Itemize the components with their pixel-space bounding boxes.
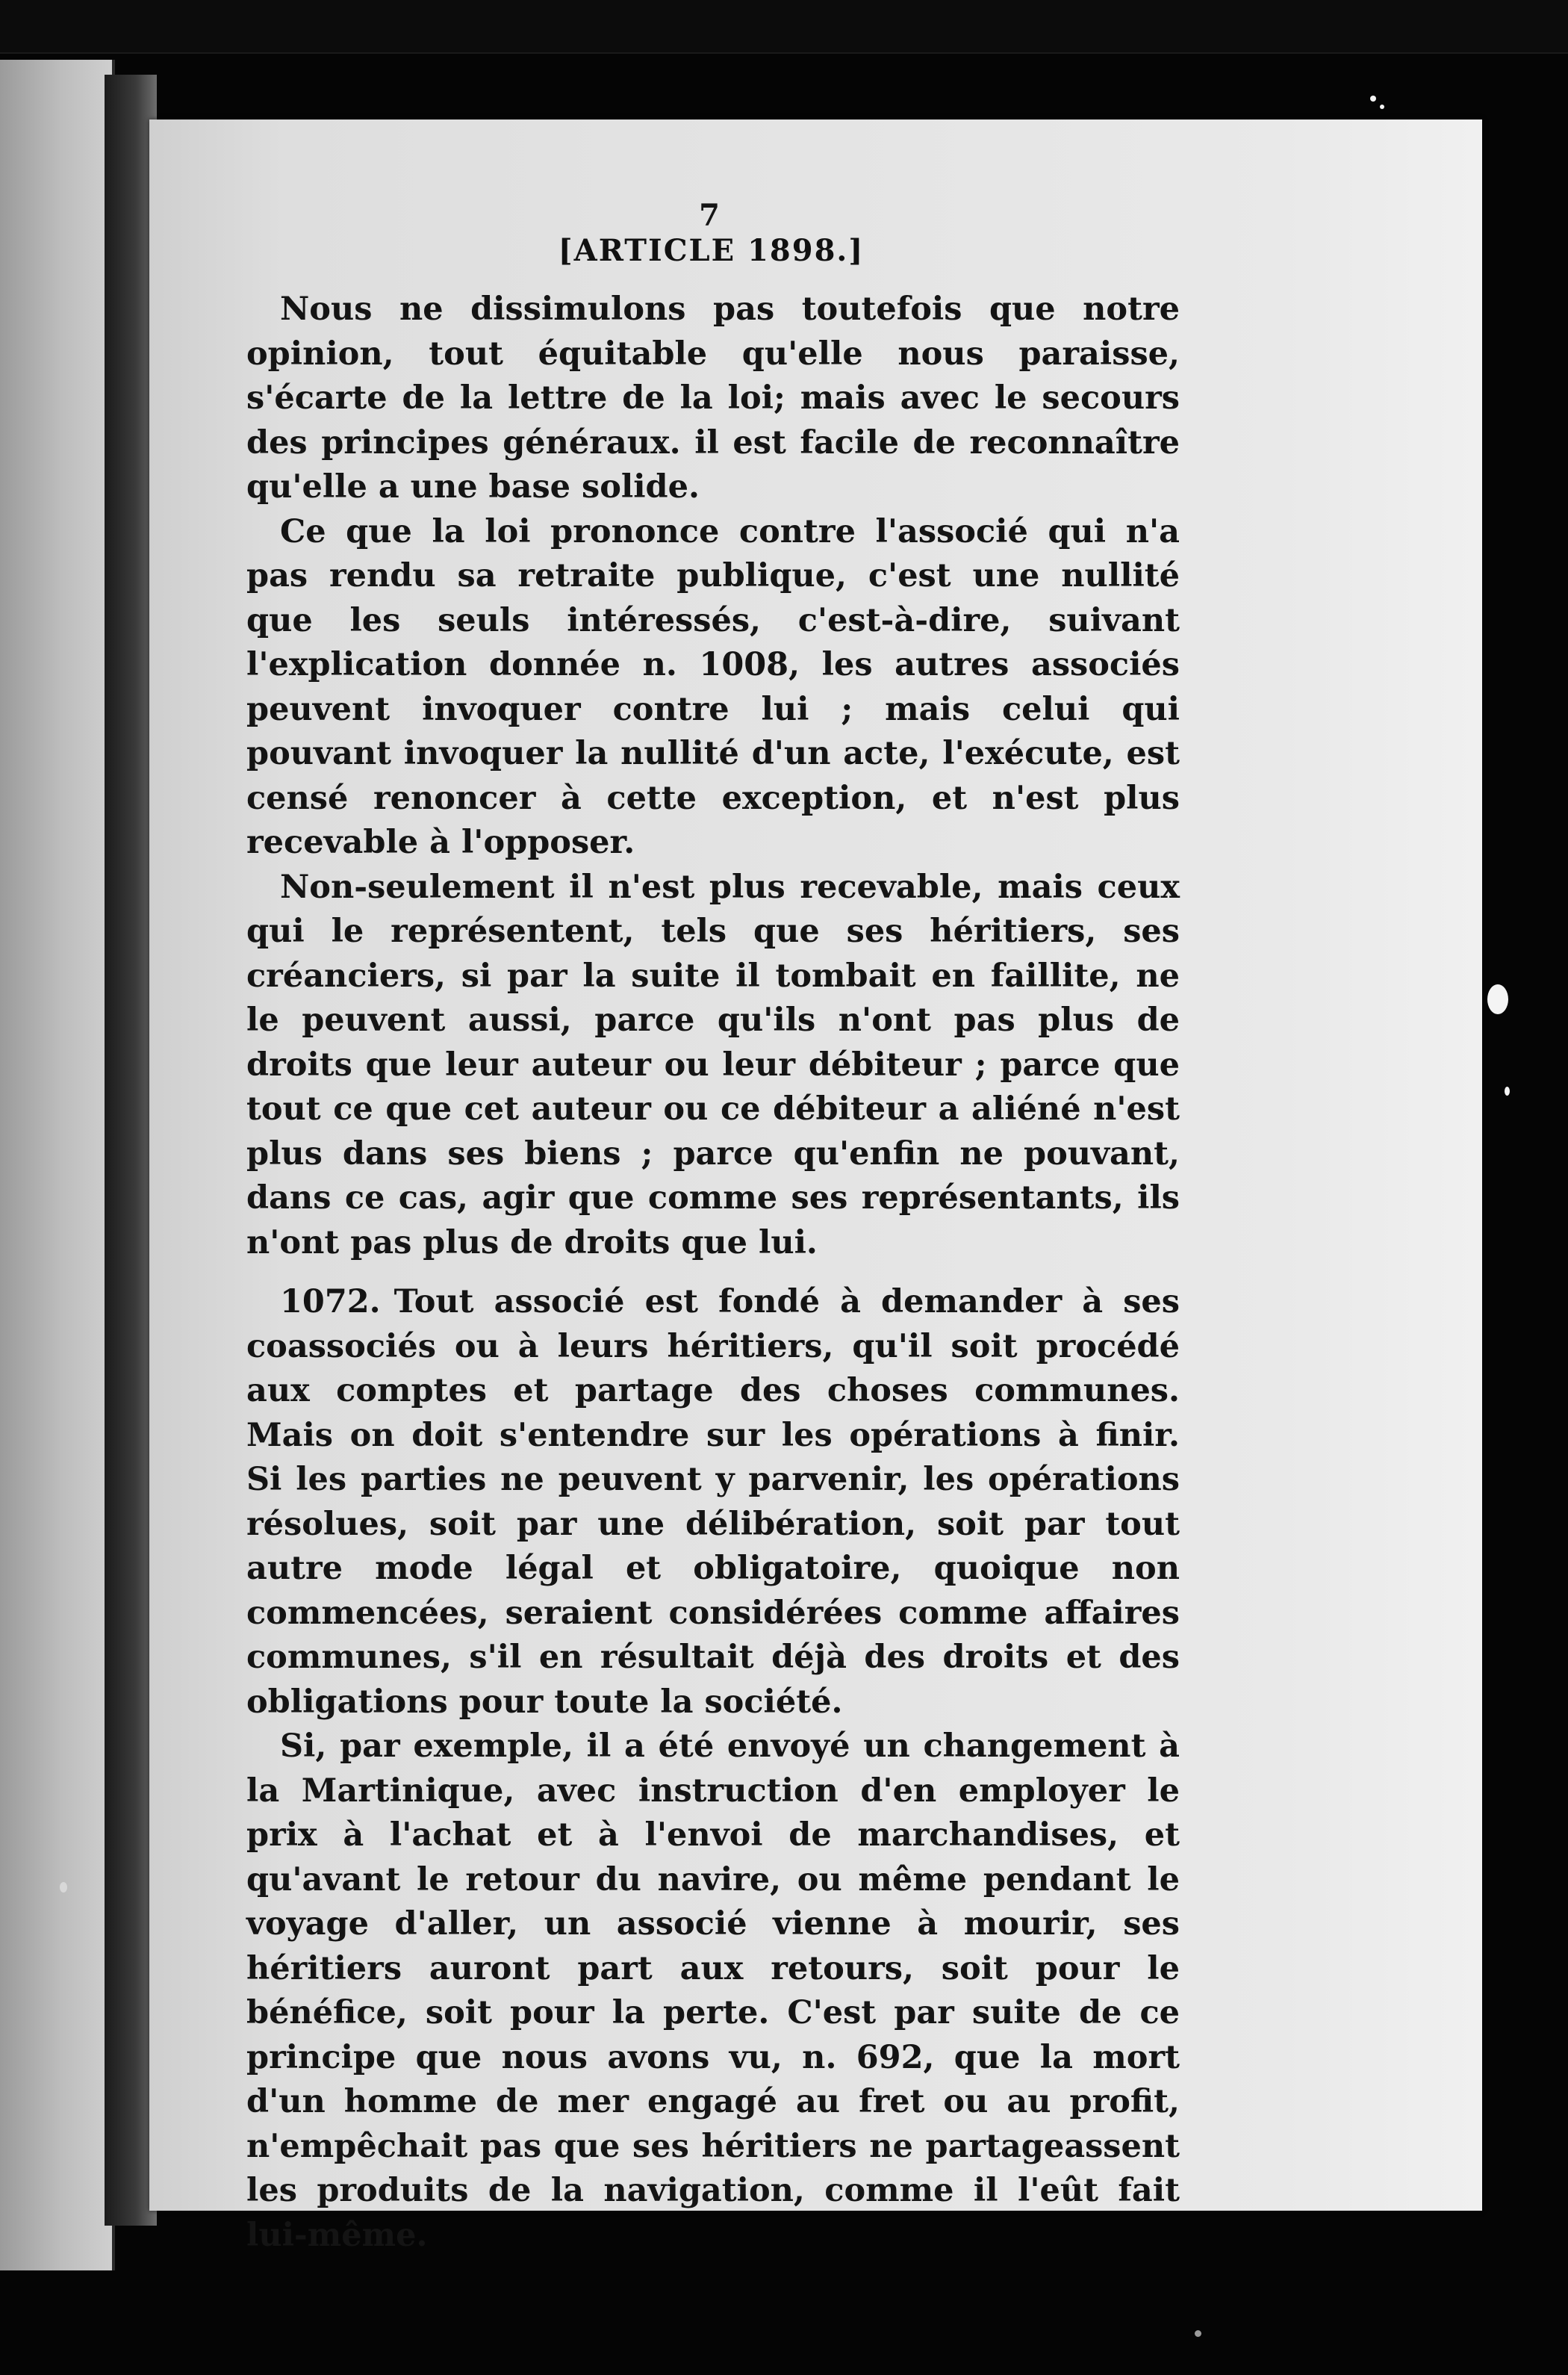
previous-page-edge [0, 60, 115, 2270]
dust-speck [1370, 96, 1376, 102]
paragraph-4 [246, 1280, 1180, 1724]
article-number: 1072. [280, 1283, 381, 1320]
paragraph-2: Ce que la loi prononce contre l'associé qui n'a pas rendu sa retraite publique, c'est une nullité que les seuls intéressés, c'est-à-dire, suivant l'explication donnée n. 1008, les autres associés peuvent invoquer contre lui ; mais celui qui pouvant invoquer la nullité d'un acte, l'exécute, est censé renoncer à cette exception, et n'est plus recevable à l'opposer. [246, 512, 1180, 861]
dust-speck [1487, 984, 1508, 1014]
paragraph-4-text: Tout associé est fondé à demander à ses coassociés ou à leurs héritiers, qu'il soit procédé aux comptes et partage des choses communes. Mais on doit s'entendre sur les opérations à finir. Si les parties ne peuvent y parvenir, les opérations résolues, soit par une délibération, soit par tout autre mode légal et obligatoire, quoique non commencées, seraient considérées comme affaires communes, s'il en résultait déjà des droits et des obligations pour toute la société. [246, 1283, 1180, 1721]
paragraph-1: Nous ne dissimulons pas toutefois que notre opinion, tout équitable qu'elle nous paraisse, s'écarte de la lettre de la loi; mais avec le secours des principes généraux. il est facile de reconnaître qu'elle a une base solide. [246, 291, 1180, 506]
dust-speck [1380, 105, 1384, 109]
dust-speck [60, 1882, 67, 1893]
dust-speck [1505, 1087, 1510, 1096]
page-body [246, 288, 1180, 2258]
dust-speck [1195, 2330, 1201, 2337]
page-number: 7 [699, 198, 720, 233]
film-border-top [0, 0, 1568, 54]
running-head: [ARTICLE 1898.] [558, 233, 865, 268]
paragraph-3: Non-seulement il n'est plus recevable, mais ceux qui le représentent, tels que ses héritiers, ses créanciers, si par la suite il tombait en faillite, ne le peuvent aussi, parce qu'ils n'ont pas plus de droits que leur auteur ou leur débiteur ; parce que tout ce que cet auteur ou ce débiteur a aliéné n'est plus dans ses biens ; parce qu'enfin ne pouvant, dans ce cas, agir que comme ses représentants, ils n'ont pas plus de droits que lui. [246, 868, 1180, 1261]
paragraph-5: Si, par exemple, il a été envoyé un changement à la Martinique, avec instruction d'en employer le prix à l'achat et à l'envoi de marchandises, et qu'avant le retour du navire, ou même pendant le voyage d'aller, un associé vienne à mourir, ses héritiers auront part aux retours, soit pour le bénéfice, soit pour la perte. C'est par suite de ce principe que nous avons vu, n. 692, que la mort d'un homme de mer engagé au fret ou au profit, n'empêchait pas que ses héritiers ne partageassent les produits de la navigation, comme il l'eût fait lui-même. [246, 1727, 1180, 2254]
